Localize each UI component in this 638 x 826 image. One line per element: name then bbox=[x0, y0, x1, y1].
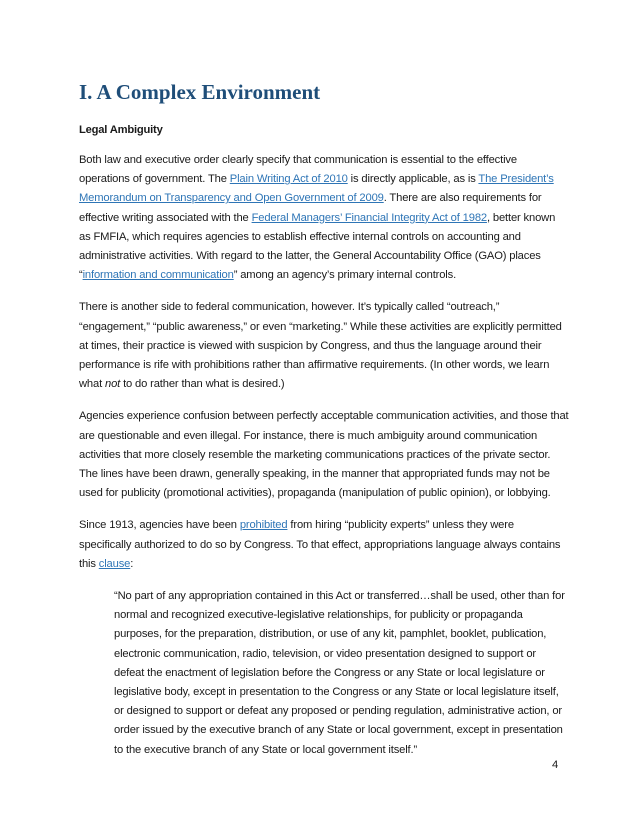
section-heading: I. A Complex Environment bbox=[79, 80, 321, 104]
paragraph-text: is directly applicable, as is bbox=[347, 173, 479, 186]
paragraph-text: Both law and executive order clearly specify that communication is essential to the effective operations of government. The bbox=[79, 154, 517, 186]
paragraph-text: Since 1913, agencies have been bbox=[79, 519, 240, 532]
paragraph-text: , better known as FMFIA, which requires agencies to establish effective internal controls on accounting and administrative activities. With regard to the latter, the General Accountability Office (GAO) places “ bbox=[79, 211, 556, 282]
clause-link[interactable]: clause bbox=[98, 557, 131, 570]
page-number: 4 bbox=[552, 759, 559, 771]
paragraph-text: : bbox=[130, 557, 134, 570]
fmfia-link[interactable]: Federal Managers’ Financial Integrity Act of 1982 bbox=[251, 211, 487, 224]
paragraph-text: to do rather than what is desired.) bbox=[120, 378, 285, 391]
appropriations-clause-quote: “No part of any appropriation contained in this Act or transferred…shall be used, other than for normal and recognized executive-legislative relationships, for publicity or propaganda purposes, for the preparation, distribution, or use of any kit, pamphlet, booklet, publication, electronic communication, radio, television, or video presentation designed to support or defeat the enactment of legislation before the Congress or any State or local legislature or legislative body, except in presentation to the Congress or any State or local legislature itself, or designed to support or defeat any proposed or pending regulation, administrative action, or order issued by the executive branch of any State or local government, except in presentation to the executive branch of any State or local government itself.” bbox=[114, 590, 565, 756]
subheading: Legal Ambiguity bbox=[79, 124, 163, 136]
paragraph-text: ” among an agency’s primary internal controls. bbox=[233, 269, 457, 282]
paragraph-history bbox=[79, 516, 569, 574]
paragraph-confusion: Agencies experience confusion between perfectly acceptable communication activities, and those that are questionable and even illegal. For instance, there is much ambiguity around communication activities that more closely resemble the marketing communications practices of the private sector. The lines have been drawn, generally speaking, in the manner that appropriated funds may not be used for publicity (promotional activities), propaganda (manipulation of public opinion), or lobbying. bbox=[79, 410, 569, 500]
paragraph-text: There is another side to federal communication, however. It’s typically called “outreach,” “engagement,” “public awareness,” or even “marketing.” While these activities are explicitly permitted at times, their practice is viewed with suspicion by Congress, and thus the language around their performance is rife with prohibitions rather than affirmative requirements. (In other words, we learn what bbox=[79, 301, 562, 391]
plain-writing-act-link[interactable]: Plain Writing Act of 2010 bbox=[229, 173, 348, 186]
paragraph-text: from hiring “publicity experts” unless they were specifically authorized to do so by Congress. To that effect, appropriations language always contains this bbox=[79, 519, 561, 570]
paragraph-outreach bbox=[79, 298, 569, 394]
information-and-communication-link[interactable]: information and communication bbox=[82, 269, 234, 282]
emphasis-text: not bbox=[105, 378, 121, 391]
prohibited-link[interactable]: prohibited bbox=[239, 519, 288, 532]
body-text bbox=[79, 151, 569, 773]
paragraph-text: . There are also requirements for effective writing associated with the bbox=[79, 192, 542, 224]
paragraph-legal-requirements bbox=[79, 151, 569, 285]
presidents-memorandum-link[interactable]: The President’s Memorandum on Transparency and Open Government of 2009 bbox=[79, 173, 554, 205]
